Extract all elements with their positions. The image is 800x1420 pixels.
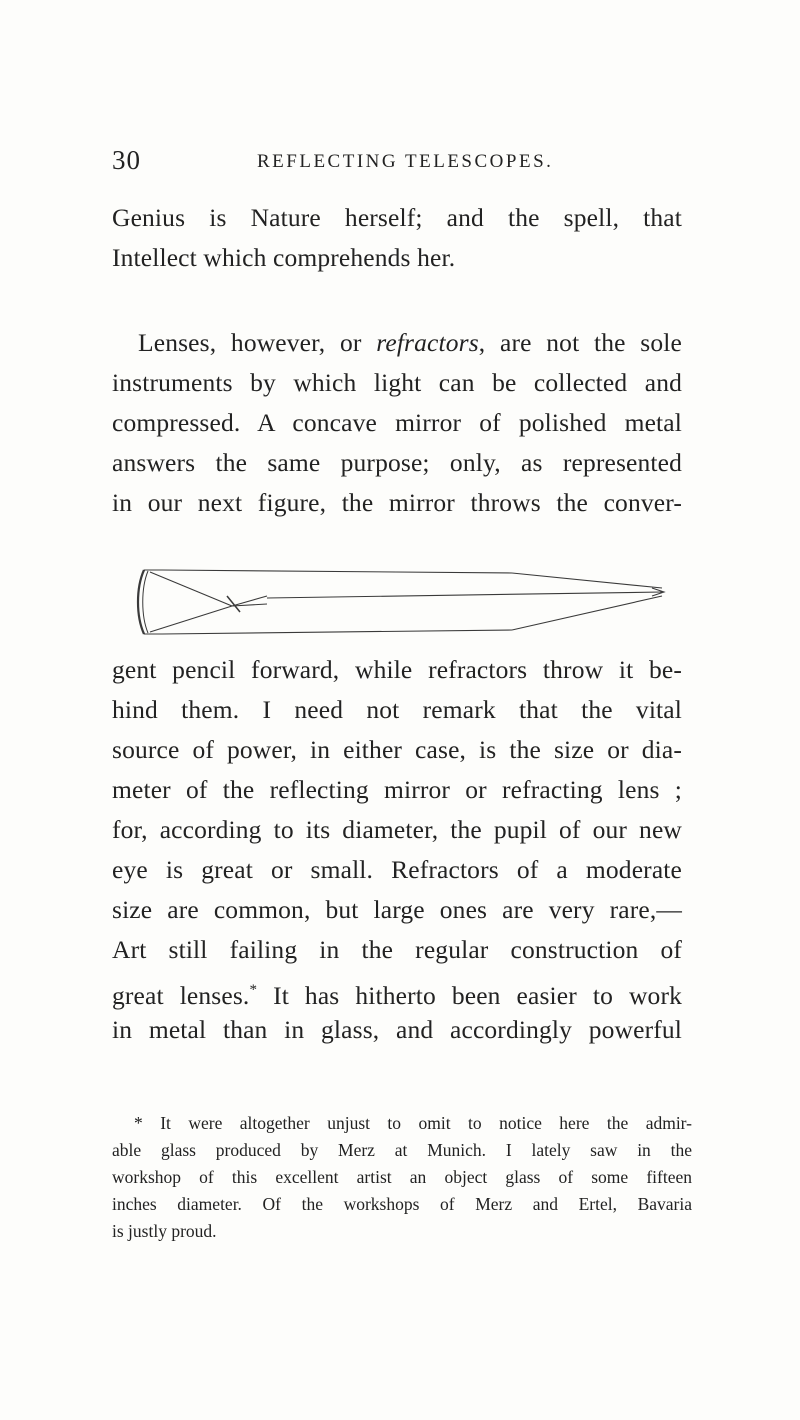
footnote-marker[interactable]: * [249,982,258,998]
paragraph-refractors [112,650,682,1050]
text-line: meter of the reflecting mirror or refracting lens ; [112,775,682,804]
paragraph-genius [112,198,682,278]
text-line: gent pencil forward, while refractors throw it be- [112,655,682,684]
text-line: Genius is Nature herself; and the spell, that [112,203,682,232]
text-span: great lenses. [112,981,250,1010]
text-line: answers the same purpose; only, as represented [112,448,682,477]
reflecting-mirror-diagram-icon [132,568,672,636]
text-span: , are not the sole [478,328,682,357]
text-span: It has hitherto been easier to work [257,981,682,1010]
page-header [112,145,702,181]
text-line: hind them. I need not remark that the vital [112,695,682,724]
text-line [112,970,682,1010]
text-line: for, according to its diameter, the pupil of our new [112,815,682,844]
footnote-line: able glass produced by Merz at Munich. I lately saw in the [112,1140,692,1160]
text-line: Art still failing in the regular construction of [112,935,682,964]
text-line: in our next figure, the mirror throws the conver- [112,488,682,517]
text-span: Lenses, however, or [138,328,377,357]
footnote [112,1110,692,1245]
text-line: size are common, but large ones are very rare,— [112,895,682,924]
footnote-line: * It were altogether unjust to omit to notice here the admir- [134,1113,692,1133]
page-number: 30 [112,145,141,175]
text-line: instruments by which light can be collected and [112,368,682,397]
footnote-line: is justly proud. [112,1221,217,1241]
footnote-line: workshop of this excellent artist an object glass of some fifteen [112,1167,692,1187]
text-line: eye is great or small. Refractors of a moderate [112,855,682,884]
running-head: REFLECTING TELESCOPES. [257,151,554,172]
text-line [112,323,682,363]
footnote-line: inches diameter. Of the workshops of Merz and Ertel, Bavaria [112,1194,692,1214]
text-line: in metal than in glass, and accordingly powerful [112,1015,682,1044]
paragraph-lenses [112,323,682,523]
text-line: compressed. A concave mirror of polished metal [112,408,682,437]
text-line: source of power, in either case, is the size or dia- [112,735,682,764]
text-line: Intellect which comprehends her. [112,243,456,272]
italic-term: refractors [376,328,479,357]
